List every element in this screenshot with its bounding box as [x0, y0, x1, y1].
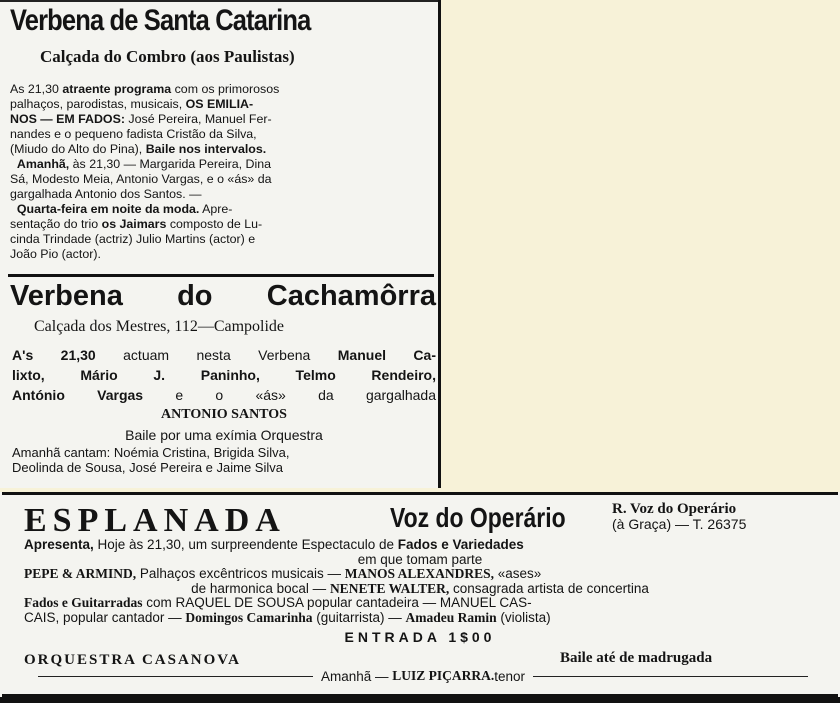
body-line: Apresenta, Hoje às 21,30, um surpreendente Espectaculo de Fados e Variedades: [24, 537, 524, 552]
body-line: em que tomam parte: [357, 551, 483, 567]
amanha-label: Amanhã —: [320, 668, 389, 684]
body-line: (Miudo do Alto do Pina), Baile nos intervalos.: [10, 142, 267, 156]
verbena-cachamorra-title: [10, 280, 436, 313]
right-rule: [533, 676, 808, 677]
body-line: palhaços, parodistas, musicais, OS EMILIA-: [10, 97, 254, 111]
top-rule: [0, 0, 438, 2]
ad-column: [0, 0, 441, 488]
ad-divider: [8, 274, 434, 277]
body-line: Fados e Guitarradas com RAQUEL DE SOUSA popular cantadeira — MANUEL CAS-: [24, 595, 532, 610]
body-line: de harmonica bocal — NENETE WALTER, consagrada artista de concertina: [191, 580, 649, 596]
title-word: Verbena: [10, 280, 123, 312]
amanha-line-2: Deolinda de Sousa, José Pereira e Jaime Silva: [12, 460, 283, 475]
tenor-name: LUIZ PIÇARRA.: [392, 668, 495, 683]
body-line: nandes e o pequeno fadista Cristão da Silva,: [10, 127, 257, 141]
title-word: do: [177, 280, 213, 312]
verbena-santa-catarina-address: Calçada do Combro (aos Paulistas): [40, 47, 295, 66]
title-word: Cachamôrra: [266, 280, 436, 312]
orquestra-name: ORQUESTRA CASANOVA: [24, 652, 242, 668]
body-line: António Vargas e o «ás» da gargalhada: [12, 387, 437, 403]
body-line: gargalhada Antonio dos Santos. —: [10, 187, 202, 201]
body-line: lixto, Mário J. Paninho, Telmo Rendeiro,: [12, 367, 436, 383]
blank-area: [441, 0, 840, 488]
bottom-bar: [0, 697, 840, 703]
baile-madrugada: Baile até de madrugada: [560, 650, 713, 666]
esplanada-address: [612, 502, 746, 532]
body-line: As 21,30 atraente programa com os primorosos: [10, 82, 280, 96]
body-line: sentação do trio os Jaimars composto de Lu-: [10, 217, 263, 231]
esplanada-title: ESPLANADA: [24, 502, 286, 539]
esplanada-subtitle: Voz do Operário: [390, 502, 566, 533]
body-line: PEPE & ARMIND, Palhaços excêntricos musicais — MANOS ALEXANDRES, «ases»: [24, 566, 542, 581]
amanha-line-1: Amanhã cantam: Noémia Cristina, Brigida Silva,: [12, 445, 290, 460]
body-line: Sá, Modesto Meia, Antonio Vargas, e o «ás» da: [10, 172, 272, 186]
body-line: Quarta-feira em noite da moda. Apre-: [16, 202, 233, 216]
body-line: João Pio (actor).: [10, 247, 101, 261]
left-rule: [38, 676, 313, 677]
verbena-santa-catarina-title: Verbena de Santa Catarina: [10, 4, 311, 37]
body-line: A's 21,30 actuam nesta Verbena Manuel Ca-: [12, 347, 436, 363]
address-line-1: R. Voz do Operário: [612, 501, 737, 517]
verbena-cachamorra-address: Calçada dos Mestres, 112—Campolide: [34, 318, 285, 335]
tenor-label: tenor: [494, 668, 526, 684]
baile-line: Baile por uma exímia Orquestra: [125, 427, 323, 443]
amanha-line: [30, 668, 816, 684]
body-line: NOS — EM FADOS: José Pereira, Manuel Fer-: [10, 112, 272, 126]
esplanada-ad: [0, 492, 840, 703]
entrada-price: ENTRADA 1$00: [344, 629, 496, 645]
body-line: Amanhã, às 21,30 — Margarida Pereira, Dina: [16, 157, 272, 171]
body-line: CAIS, popular cantador — Domingos Camarinha (guitarrista) — Amadeu Ramin (violista): [24, 609, 551, 625]
verbena-cachamorra-body: [12, 345, 436, 475]
verbena-santa-catarina-body: [10, 82, 438, 262]
address-line-2: (à Graça) — T. 26375: [612, 516, 747, 532]
star-name: ANTONIO SANTOS: [161, 407, 287, 422]
body-line: cinda Trindade (actriz) Julio Martins (actor) e: [10, 232, 256, 246]
esplanada-body: [24, 538, 816, 625]
